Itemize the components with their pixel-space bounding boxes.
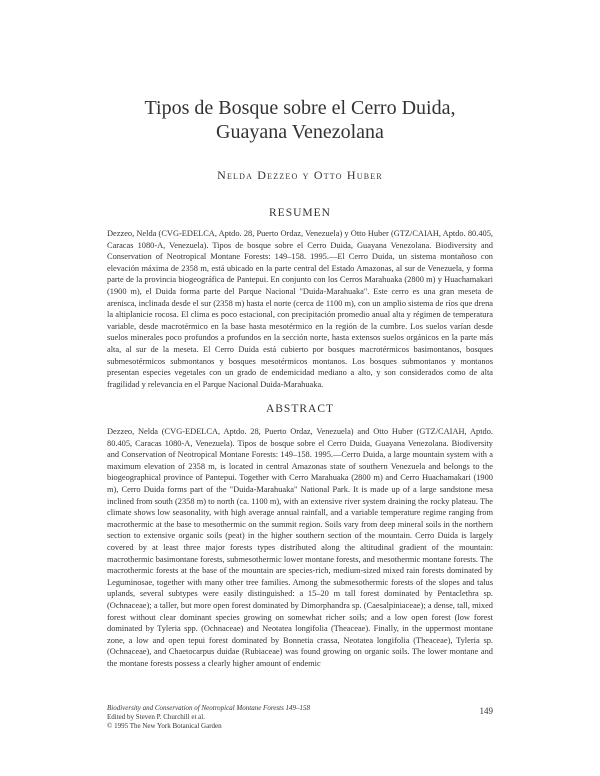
resumen-text: Dezzeo, Nelda (CVG-EDELCA, Aptdo. 28, Puerto Ordaz, Venezuela) y Otto Huber (GTZ/CAIAH, Aptdo. 80.405, Caracas 1080-A, Venezuela). Tipos de bosque sobre el Cerro Duida, Guayana Venezolana. Biodiversity and Conservation of Neotropical Montane Forests: 149–158. 1995.—El Cerro Duida, un sistema montañoso con elevación máxima de 2358 m, está ubicado en la parte central del Estado Amazonas, al sur de Venezuela, y forma parte de la provincia biogeográfica de Pantepui. En conjunto con los Cerros Marahuaka (2800 m) y Huachamakari (1900 m), el Duida forma parte del Parque Nacional "Duida-Marahuaka". Este cerro es una gran meseta de arenisca, inclinada desde el sur (2358 m) hasta el norte (cerca de 1100 m), con un amplio sistema de ríos que drena la altiplanicie rocosa. El clima es poco estacional, con precipitación promedio anual alta y régimen de temperatura variable, desde macrotérmico en la base hasta mesotérmico en la región de la cumbre. Los suelos varían desde suelos minerales poco profundos a profundos en la sección norte, hasta extensos suelos orgánicos en la parte más alta, al sur de la meseta. El Cerro Duida está cubierto por bosques macrotérmicos basimontanos, bosques submesotérmicos submontanos y bosques mesotérmicos montanos. Los bosques submontanos y montanos presentan especies vegetales con un grado de endemicidad mediano a alto, y son considerados como de alta fragilidad y relevancia en el Parque Nacional Duida-Marahuaka. <box>107 229 493 389</box>
paper-title-line-2: Guayana Venezolana <box>216 121 384 143</box>
abstract-heading: ABSTRACT <box>265 403 335 415</box>
page-number: 149 <box>479 706 493 716</box>
resumen-heading: RESUMEN <box>269 207 331 219</box>
page-footer <box>107 704 407 731</box>
footer-source: Biodiversity and Conservation of Neotropical Montane Forests 149–158 <box>107 704 311 712</box>
paper-title-line-1: Tipos de Bosque sobre el Cerro Duida, <box>144 97 456 119</box>
abstract-text: Dezzeo, Nelda (CVG-EDELCA, Aptdo. 28, Puerto Ordaz, Venezuela) and Otto Huber (GTZ/CAIAH, Aptdo. 80.405, Caracas 1080-A, Venezuela). Tipos de bosque sobre el Cerro Duida, Guayana Venezolana. Biodiversity and Conservation of Neotropical Montane Forests: 149–158. 1995.—Cerro Duida, a large mountain system with a maximum elevation of 2358 m, is located in central Amazonas state of southern Venezuela and belongs to the biogeographical province of Pantepui. Together with Cerro Marahuaka (2800 m) and Cerro Huachamakari (1900 m), Cerro Duida forms part of the "Duida-Marahuaka" National Park. It is made up of a large sandstone mesa inclined from south (2358 m) to north (ca. 1100 m), with an extensive river system draining the rocky plateau. The climate shows low seasonality, with high average annual rainfall, and a variable temperature regime ranging from macrothermic at the base to mesothermic on the summit region. Soils vary from deep mineral soils in the northern section to extensive organic soils (peat) in the higher southern section of the mountain. Cerro Duida is largely covered by at least three major forests types distributed along the altitudinal gradient of the mountain: macrothermic basimontane forests, submesothermic lower montane forests, and mesothermic montane forests. The macrothermic forests at the base of the mountain are species-rich, medium-sized mixed rain forests dominated by Leguminosae, together with many other tree families. Among the submesothermic forests of the slopes and talus uplands, several subtypes were easily distinguished: a 15–20 m tall forest dominated by Pentaclethra sp. (Ochnaceae); a taller, but more open forest dominated by Dimorphandra sp. (Caesalpiniaceae); a dense, tall, mixed forest without clear dominant species growing on somewhat richer soils; and a low open forest (low forest dominated by Tyleria spp. (Ochnaceae) and Neotatea longifolia (Theaceae). Finally, in the uppermost montane zone, a low and open tepui forest dominated by Bonnetia crassa, Neotatea longifolia (Theaceae), Tyleria sp. (Ochnaceae), and Chaetocarpus duidae (Rubiaceae) was found growing on organic soils. The lower montane and the montane forests possess a clearly higher amount of endemic <box>107 427 493 668</box>
footer-copyright: © 1995 The New York Botanical Garden <box>107 722 222 730</box>
paper-authors: Nelda Dezzeo y Otto Huber <box>217 168 383 182</box>
footer-editor: Edited by Steven P. Churchill et al. <box>107 713 205 721</box>
paper-title <box>100 96 500 144</box>
